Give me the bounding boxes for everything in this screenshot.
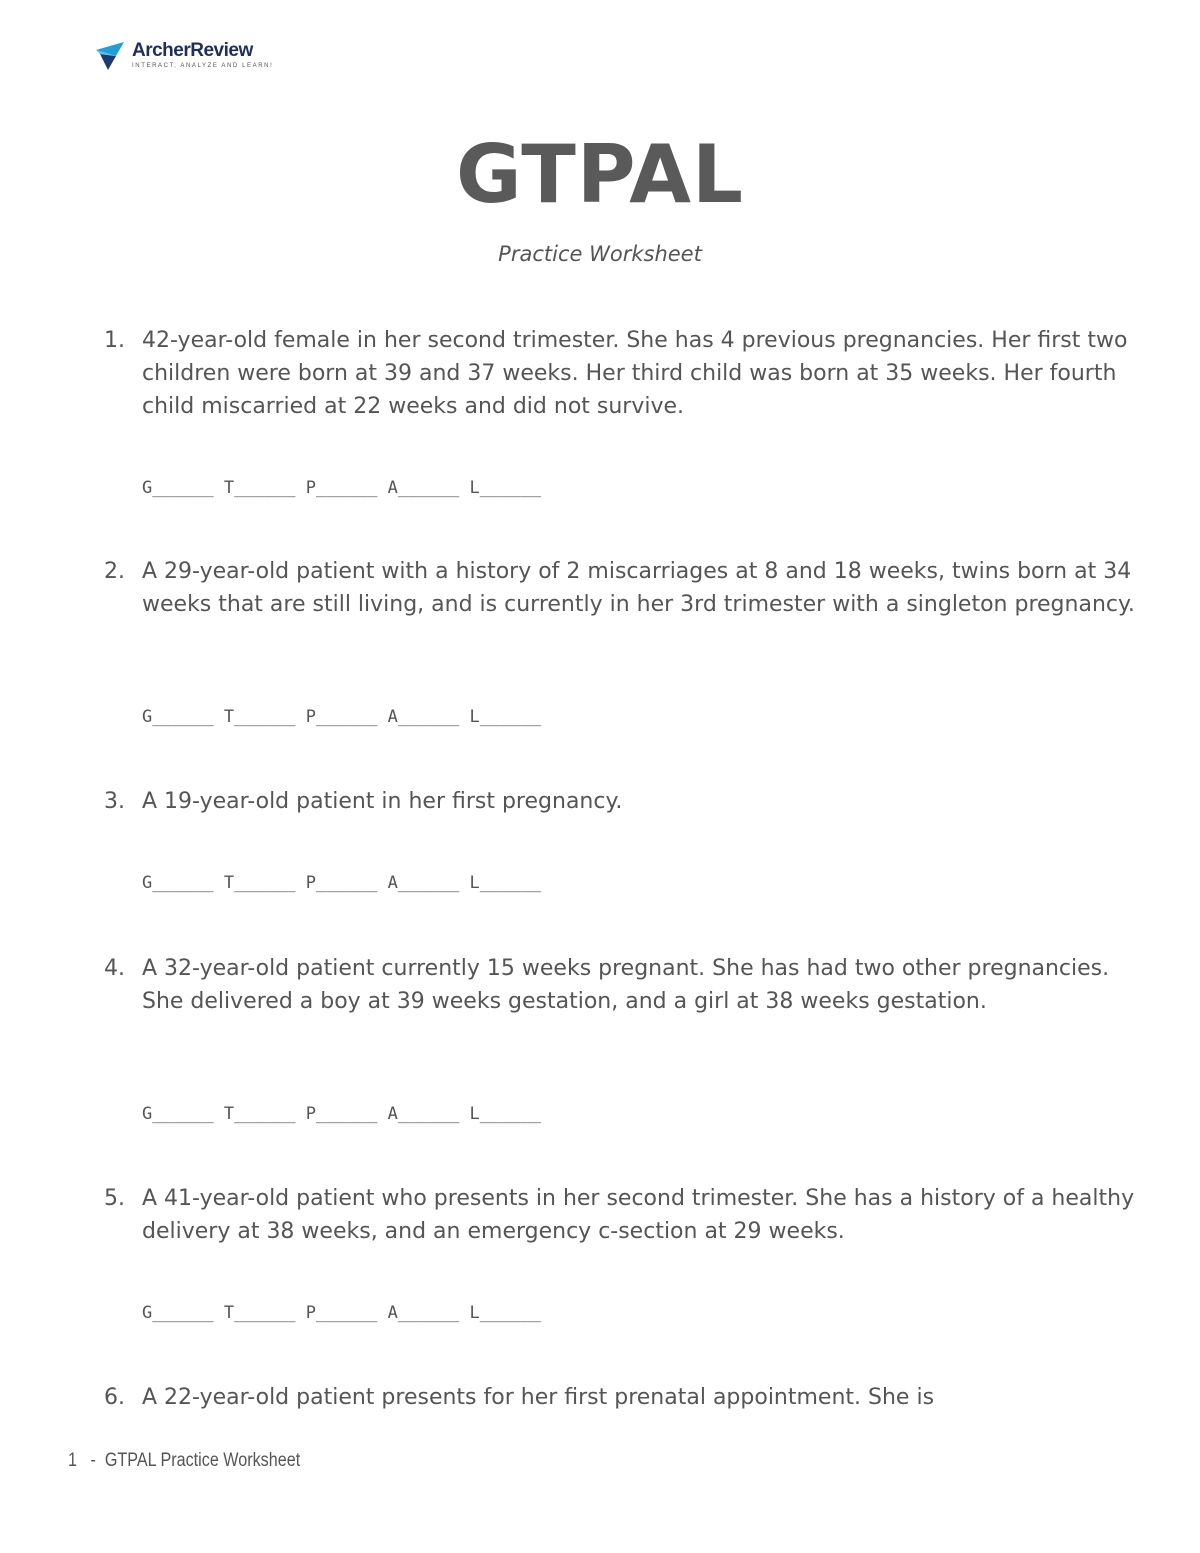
question-4: [104, 952, 1144, 1018]
question-text: A 32-year-old patient currently 15 weeks pregnant. She has had two other pregnancies. She delivered a boy at 39 weeks gestation, and a girl at 38 weeks gestation.: [142, 956, 1110, 1014]
question-number: 1.: [104, 328, 125, 353]
archer-review-logo: [94, 38, 273, 72]
page-footer: [68, 1450, 300, 1472]
footer-page-number: 1: [68, 1450, 77, 1471]
footer-separator: -: [90, 1450, 96, 1471]
question-5: [104, 1182, 1144, 1248]
question-number: 4.: [104, 956, 125, 981]
question-1: [104, 324, 1144, 423]
question-2: [104, 555, 1144, 621]
brand-tagline: INTERACT, ANALYZE AND LEARN!: [132, 63, 274, 69]
question-number: 5.: [104, 1186, 125, 1211]
question-text: A 41-year-old patient who presents in her second trimester. She has a history of a healthy delivery at 38 weeks, and an emergency c-section at 29 weeks.: [142, 1186, 1135, 1244]
footer-label: GTPAL Practice Worksheet: [104, 1450, 301, 1471]
question-number: 6.: [104, 1385, 125, 1410]
gtpal-answer-line-4[interactable]: G______ T______ P______ A______ L______: [142, 1104, 542, 1124]
question-text: A 22-year-old patient presents for her first prenatal appointment. She is: [142, 1385, 935, 1410]
question-3: [104, 785, 1144, 818]
gtpal-answer-line-2[interactable]: G______ T______ P______ A______ L______: [142, 707, 542, 727]
question-text: A 19-year-old patient in her first pregnancy.: [142, 789, 623, 814]
question-6: [104, 1381, 1144, 1414]
brand-name: ArcherReview: [132, 40, 253, 61]
gtpal-answer-line-3[interactable]: G______ T______ P______ A______ L______: [142, 873, 542, 893]
page-title: GTPAL: [455, 128, 744, 221]
question-number: 2.: [104, 559, 125, 584]
question-text: A 29-year-old patient with a history of 2 miscarriages at 8 and 18 weeks, twins born at 34 weeks that are still living, and is currently in her 3rd trimester with a singleton pregnancy.: [142, 559, 1135, 617]
gtpal-answer-line-5[interactable]: G______ T______ P______ A______ L______: [142, 1303, 542, 1323]
question-text: 42-year-old female in her second trimester. She has 4 previous pregnancies. Her first two children were born at 39 and 37 weeks. Her third child was born at 35 weeks. Her fourth child miscarried at 22 weeks and did not survive.: [142, 328, 1128, 419]
page-subtitle: Practice Worksheet: [498, 242, 702, 266]
question-number: 3.: [104, 789, 125, 814]
archer-review-logo-icon: [94, 38, 128, 72]
gtpal-answer-line-1[interactable]: G______ T______ P______ A______ L______: [142, 478, 542, 498]
